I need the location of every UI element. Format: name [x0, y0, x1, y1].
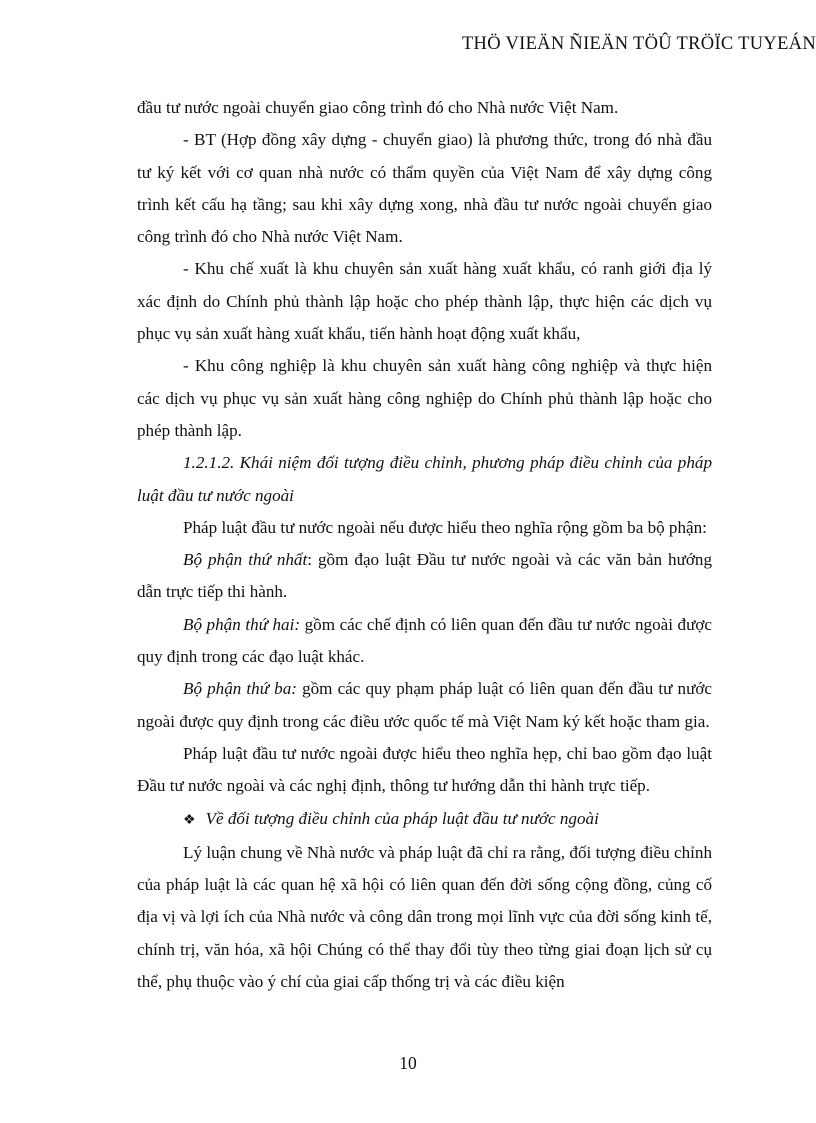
paragraph-part-two — [137, 609, 712, 674]
paragraph-industrial-zone: - Khu công nghiệp là khu chuyên sản xuất hàng công nghiệp và thực hiện các dịch vụ phục vụ sản xuất hàng công nghiệp do Chính phủ thành lập hoặc cho phép thành lập. — [137, 356, 712, 440]
paragraph-part-one — [137, 544, 712, 609]
part-two-label: Bộ phận thứ hai: — [183, 614, 301, 634]
paragraph-continuation: đầu tư nước ngoài chuyển giao công trình đó cho Nhà nước Việt Nam. — [137, 98, 619, 117]
part-three-text: gồm các quy phạm pháp luật có liên quan đến đầu tư nước ngoài được quy định trong các điều ước quốc tế mà Việt Nam ký kết hoặc tham gia. — [137, 679, 712, 731]
bullet-heading — [137, 803, 712, 837]
paragraph-export-zone: - Khu chế xuất là khu chuyên sản xuất hàng xuất khẩu, có ranh giới địa lý xác định do Chính phủ thành lập hoặc cho phép thành lập, thực hiện các dịch vụ phục vụ sản xuất hàng xuất khẩu, tiến hành hoạt động xuất khẩu, — [137, 259, 712, 344]
paragraph-narrow-sense: Pháp luật đầu tư nước ngoài được hiểu theo nghĩa hẹp, chỉ bao gồm đạo luật Đầu tư nước ngoài và các nghị định, thông tư hướng dẫn thi hành trực tiếp. — [137, 743, 712, 796]
document-body — [137, 92, 712, 998]
part-two-text: gồm các chế định có liên quan đến đầu tư nước ngoài được quy định trong các đạo luật khác. — [137, 614, 712, 667]
paragraph-general-theory: Lý luận chung về Nhà nước và pháp luật đã chỉ ra rằng, đối tượng điều chỉnh của pháp luật là các quan hệ xã hội có liên quan đến đời sống cộng đồng, củng cố địa vị và lợi ích của Nhà nước và công dân trong mọi lĩnh vực của đời sống kinh tế, chính trị, văn hóa, xã hội Chúng có thể thay đổi tùy theo từng giai đoạn lịch sử cụ thể, phụ thuộc vào ý chí của giai cấp thống trị và các điều kiện — [137, 842, 712, 992]
paragraph-broad-sense: Pháp luật đầu tư nước ngoài nếu được hiểu theo nghĩa rộng gồm ba bộ phận: — [183, 517, 707, 537]
diamond-bullet-icon: ❖ — [183, 812, 196, 828]
paragraph-part-three — [137, 673, 712, 738]
part-three-label: Bộ phận thứ ba: — [183, 679, 297, 699]
paragraph-bt-definition: - BT (Hợp đồng xây dựng - chuyển giao) là phương thức, trong đó nhà đầu tư ký kết với cơ quan nhà nước có thẩm quyền của Việt Nam để xây dựng công trình kết cấu hạ tầng; sau khi xây dựng xong, nhà đầu tư nước ngoài chuyển giao công trình đó cho Nhà nước Việt Nam. — [137, 130, 712, 247]
bullet-heading-text: Về đối tượng điều chỉnh của pháp luật đầu tư nước ngoài — [205, 808, 599, 828]
page-number: 10 — [399, 1053, 417, 1073]
part-one-text: : gồm đạo luật Đầu tư nước ngoài và các văn bản hướng dẫn trực tiếp thi hành. — [137, 550, 712, 602]
part-one-label: Bộ phận thứ nhất — [183, 550, 308, 570]
running-header: THÖ VIEÄN ÑIEÄN TÖÛ TRÖÏC TUYEÁN — [461, 34, 816, 54]
section-heading-1-2-1-2: 1.2.1.2. Khái niệm đối tượng điều chỉnh, phương pháp điều chỉnh của pháp luật đầu tư nước ngoài — [137, 453, 712, 505]
